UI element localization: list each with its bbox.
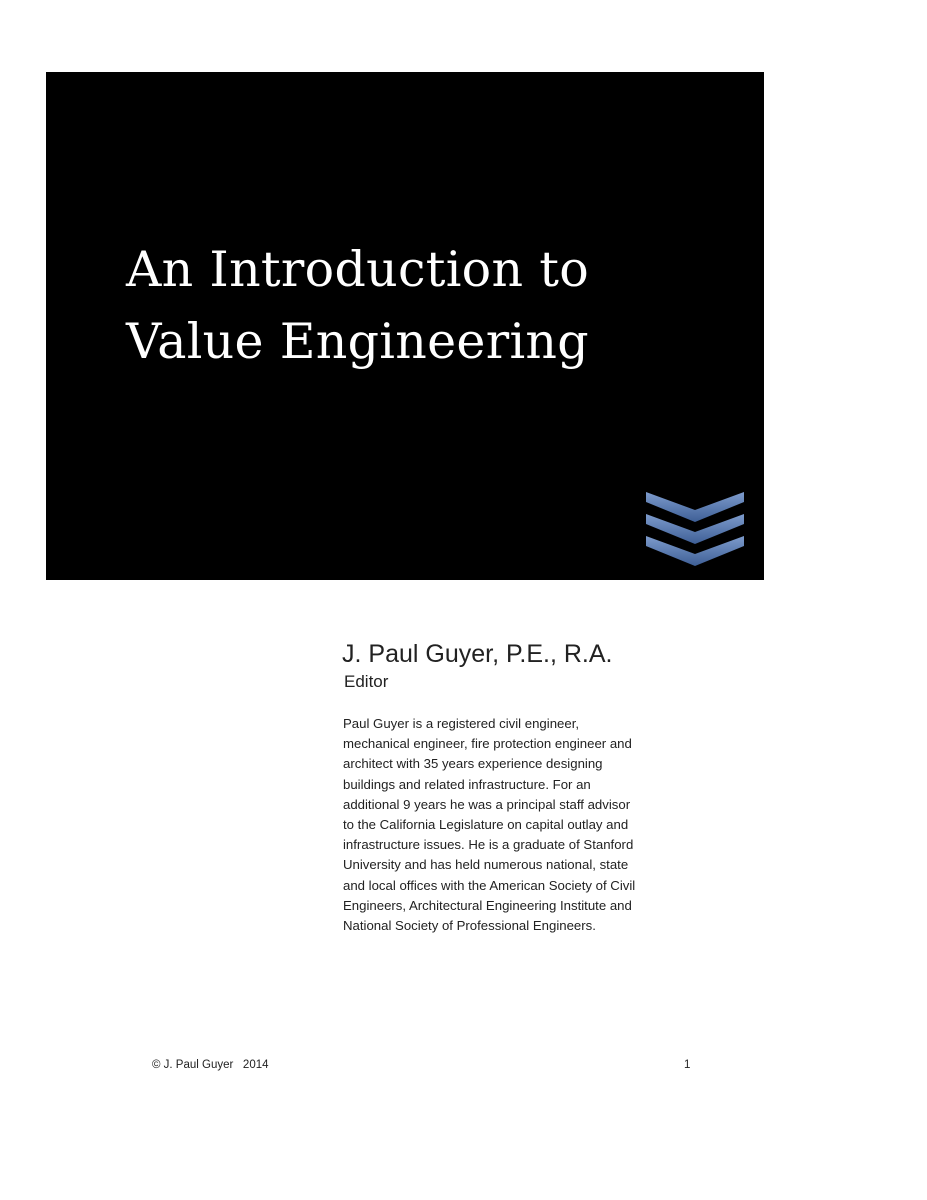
author-name: J. Paul Guyer, P.E., R.A. <box>342 640 613 668</box>
bio-line: University and has held numerous national, state <box>343 857 629 873</box>
chevron-stack-icon <box>646 492 744 572</box>
bio-line: architect with 35 years experience designing <box>343 756 603 772</box>
bio-line: mechanical engineer, fire protection engineer and <box>343 736 632 752</box>
bio-line: to the California Legislature on capital outlay and <box>343 817 629 833</box>
title-line-1: An Introduction to <box>126 241 590 298</box>
chevron-shape-top <box>646 492 744 522</box>
bio-line: and local offices with the American Society of Civil <box>343 877 636 893</box>
author-role: Editor <box>344 672 389 691</box>
bio-line: buildings and related infrastructure. For an <box>343 776 591 792</box>
bio-line: Paul Guyer is a registered civil engineer, <box>343 716 580 731</box>
title-line-2: Value Engineering <box>126 313 589 370</box>
bio-line: Engineers, Architectural Engineering Institute and <box>343 897 632 913</box>
bio-line: infrastructure issues. He is a graduate of Stanford <box>343 837 634 853</box>
bio-line: National Society of Professional Engineers. <box>343 918 596 934</box>
author-bio <box>343 714 743 936</box>
footer-copyright: © J. Paul Guyer 2014 <box>152 1059 269 1071</box>
bio-line: additional 9 years he was a principal staff advisor <box>343 796 631 812</box>
page-number: 1 <box>684 1059 691 1071</box>
book-title <box>126 234 589 378</box>
cover-panel <box>46 72 764 580</box>
